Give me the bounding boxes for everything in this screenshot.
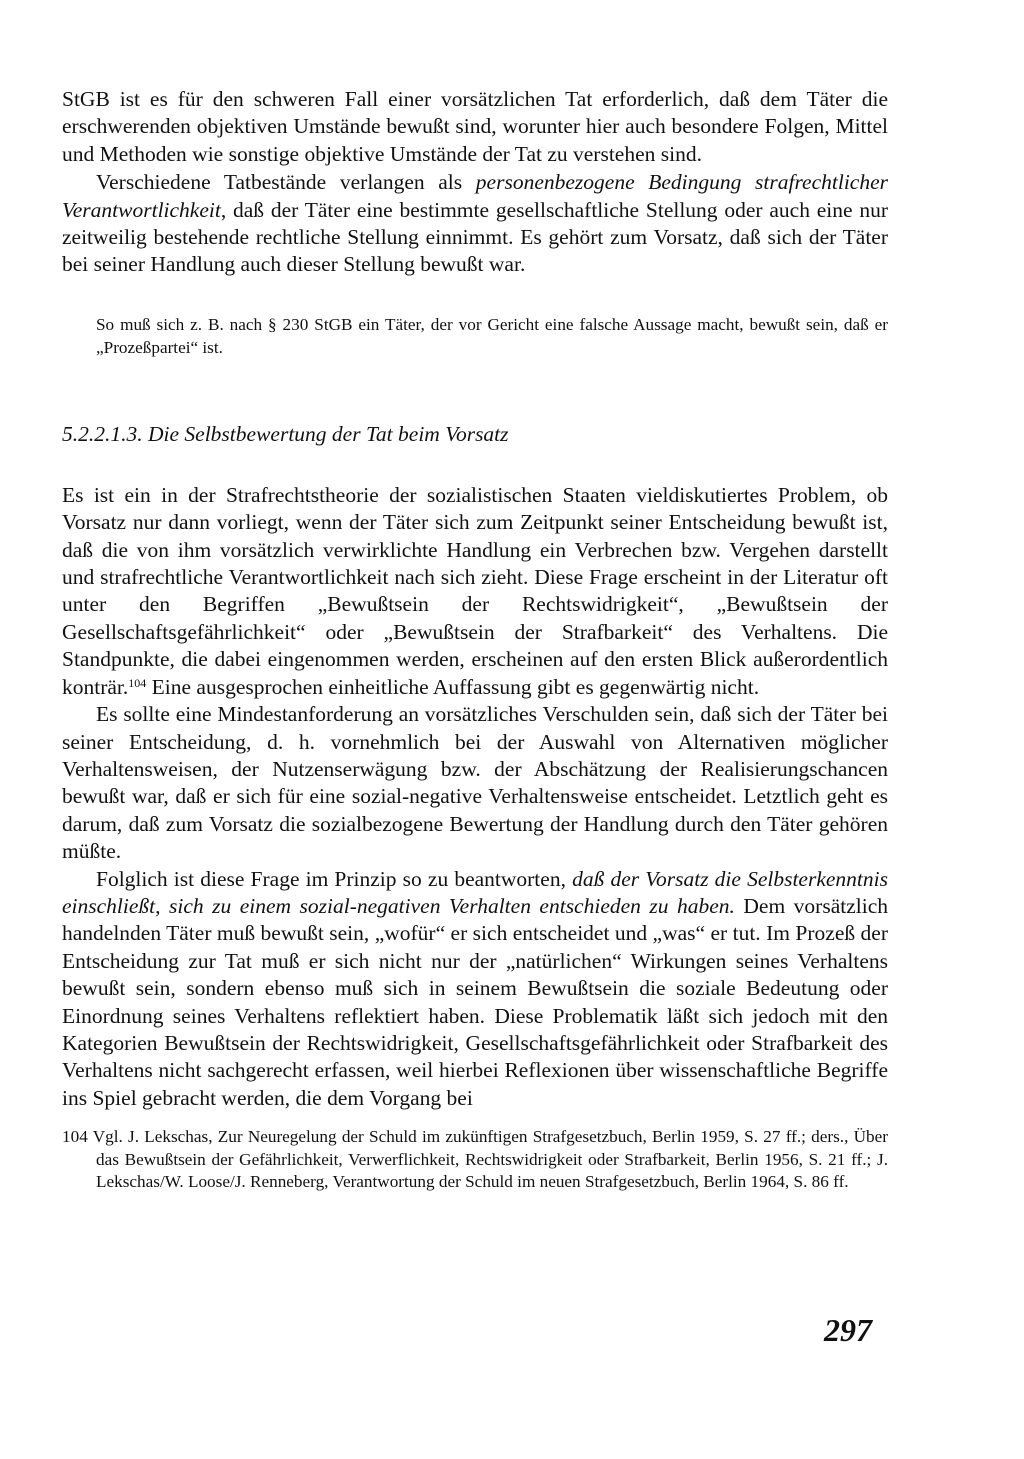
paragraph-3-after: Eine ausgesprochen einheitliche Auffassung gibt es gegenwärtig nicht.: [146, 674, 760, 699]
example-note: So muß sich z. B. nach § 230 StGB ein Täter, der vor Gericht eine falsche Aussage macht, bewußt sein, daß er „Prozeßpartei“ ist.: [96, 314, 888, 357]
paragraph-2-before: Verschiedene Tatbestände verlangen als: [96, 170, 476, 195]
paragraph-5-emphasis: daß der Vorsatz die Selbsterkenntnis einschließt, sich zu einem sozial-negativen Verhalten entschieden zu haben.: [62, 866, 888, 918]
page-body: [62, 86, 888, 1211]
page-number: 297: [824, 1312, 872, 1348]
footnote-ref-104: 104: [128, 675, 147, 690]
paragraph-2: [62, 169, 888, 279]
paragraph-1: StGB ist es für den schweren Fall einer vorsätzlichen Tat erforderlich, daß dem Täter die erschwerenden objektiven Umstände bewußt sind, worunter hier auch besondere Folgen, Mittel und Methoden wie sonstige objektive Umstände der Tat zu verstehen sind.: [62, 87, 888, 166]
paragraph-2-after: , daß der Täter eine bestimmte gesellschaftliche Stellung oder auch eine nur zeitweilig bestehende rechtliche Stellung einnimmt. Es gehört zum Vorsatz, daß sich der Täter bei seiner Handlung auch dieser Stellung bewußt war.: [62, 197, 888, 277]
paragraph-5-before: Folglich ist diese Frage im Prinzip so zu beantworten,: [96, 866, 573, 891]
section-heading: 5.2.2.1.3. Die Selbstbewertung der Tat beim Vorsatz: [62, 421, 509, 446]
paragraph-2-emphasis: personenbezogene Bedingung strafrechtlicher Verantwortlichkeit: [62, 170, 888, 222]
paragraph-5: [62, 866, 888, 1113]
paragraph-5-after: Dem vorsätzlich handelnden Täter muß bewußt sein, „wofür“ er sich entscheidet und „was“ er tut. Im Prozeß der Entscheidung zur Tat muß er sich nicht nur der „natürlichen“ Wirkungen seines Verhaltens bewußt sein, sondern ebenso muß sich in seinem Bewußtsein die soziale Bedeutung oder Einordnung seines Verhaltens reflektiert haben. Diese Problematik läßt sich jedoch mit den Kategorien Bewußtsein der Rechtswidrigkeit, Gesellschaftsgefährlichkeit oder Strafbarkeit des Verhaltens nicht sachgerecht erfassen, weil hierbei Reflexionen über wissenschaftliche Begriffe ins Spiel gebracht werden, die dem Vorgang bei: [62, 893, 889, 1110]
paragraph-3: [62, 482, 888, 701]
footnote-104: 104 Vgl. J. Lekschas, Zur Neuregelung der Schuld im zukünftigen Strafgesetzbuch, Berlin 1959, S. 27 ff.; ders., Über das Bewußtsein der Gefährlichkeit, Verwerflichkeit, Rechtswidrigkeit oder Strafbarkeit, Berlin 1956, S. 21 ff.; J. Lekschas/W. Loose/J. Renneberg, Verantwortung der Schuld im neuen Strafgesetzbuch, Berlin 1964, S. 86 ff.: [62, 1127, 888, 1192]
paragraph-4: Es sollte eine Mindestanforderung an vorsätzliches Verschulden sein, daß sich der Täter bei seiner Entscheidung, d. h. vornehmlich bei der Auswahl von Alternativen möglicher Verhaltensweisen, der Nutzenserwägung bzw. der Abschätzung der Realisierungschancen bewußt war, daß er sich für eine sozial-negative Verhaltensweise entscheidet. Letztlich geht es darum, daß zum Vorsatz die sozialbezogene Bewertung der Handlung durch den Täter gehören müßte.: [62, 702, 888, 864]
paragraph-3-text: Es ist ein in der Strafrechtstheorie der sozialistischen Staaten vieldiskutiertes Problem, ob Vorsatz nur dann vorliegt, wenn der Täter sich zum Zeitpunkt seiner Entscheidung bewußt ist, daß die von ihm vorsätzlich verwirklichte Handlung ein Verbrechen bzw. Vergehen darstellt und strafrechtliche Verantwortlichkeit nach sich zieht. Diese Frage erscheint in der Literatur oft unter den Begriffen „Bewußtsein der Rechtswidrigkeit“, „Bewußtsein der Gesellschaftsgefährlichkeit“ oder „Bewußtsein der Strafbarkeit“ des Verhaltens. Die Standpunkte, die dabei eingenommen werden, erscheinen auf den ersten Blick außerordentlich konträr.: [62, 482, 888, 699]
